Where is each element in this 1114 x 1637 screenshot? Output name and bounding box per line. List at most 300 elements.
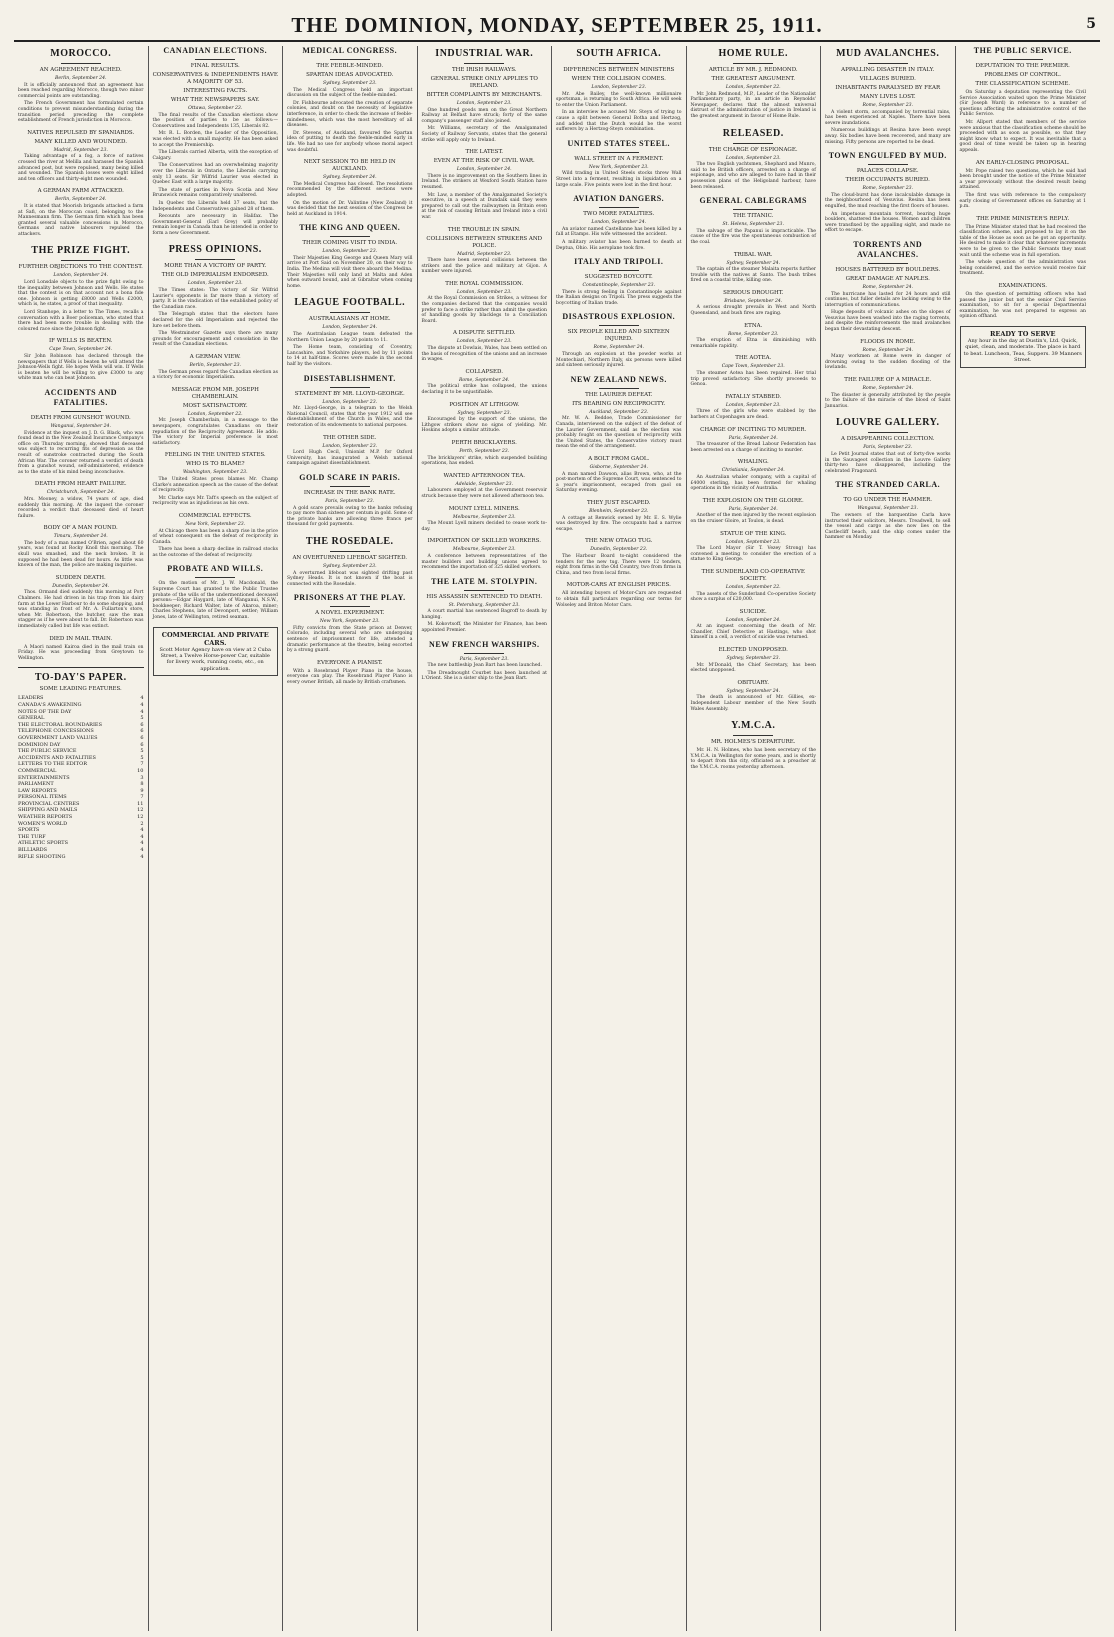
article-paragraph: Mr. Lloyd-George, in a telegram to the Welsh National Council, states that the year 1912 will see disestablishment of the Church in Wales, and the restoration of its endowments to national purposes. — [287, 406, 413, 428]
article-paragraph: The Medical Congress has closed. The resolutions recommended by the different sections were adopted. — [287, 181, 413, 198]
article-subhead: APPALLING DISASTER IN ITALY. — [841, 67, 935, 73]
article-body — [18, 354, 144, 382]
article-paragraph: On Saturday a deputation representing the Civil Service Association waited upon the Prime Minister (Sir Joseph Ward) in reference to a number of questions affecting the administrative control of the Public Service. — [959, 90, 1086, 118]
article-subhead: STATUE OF THE KING. — [720, 530, 787, 537]
article-dateline: Sydney, September 23. — [322, 81, 377, 86]
article-dateline: London, September 23. — [456, 289, 512, 295]
listing-label: DOMINION DAY — [18, 741, 61, 748]
article — [422, 538, 548, 570]
listing-label: GOVERNMENT LAND VALUES — [18, 734, 98, 741]
listing-label: ENTERTAINMENTS — [18, 774, 70, 781]
article-subhead: WHEN THE COLLISION COMES. — [571, 76, 666, 82]
article-body — [153, 529, 279, 559]
headline-rule — [733, 143, 773, 144]
article-body — [556, 227, 682, 251]
listing-page: 11 — [137, 800, 144, 807]
article-subhead: WHAT THE NEWSPAPERS SAY. — [170, 97, 260, 103]
article-subhead: COLLISIONS BETWEEN STRIKERS AND POLICE. — [426, 235, 543, 249]
article-body — [153, 581, 279, 620]
article — [422, 46, 548, 143]
article — [691, 531, 817, 563]
headline-rule — [330, 387, 370, 388]
headline-rule — [330, 59, 370, 60]
article-dateline: Sydney, September 24. — [322, 175, 377, 181]
article-dateline: Berlin, September 24. — [55, 197, 107, 203]
article-body — [556, 554, 682, 576]
article-dateline: London, September 23. — [322, 249, 378, 255]
article-paragraph: It is officially announced that an agreement has been reached regarding Morocco, though two minor commercial points are outstanding. — [18, 82, 144, 99]
article-dateline: London, September 24. — [322, 325, 378, 331]
article-body — [18, 280, 144, 332]
listing-label: ATHLETIC SPORTS — [18, 840, 69, 847]
article-dateline: Christiania, September 24. — [721, 468, 785, 474]
article-subhead: DEPUTATION TO THE PREMIER. — [975, 63, 1070, 69]
listing-page: 9 — [140, 787, 144, 794]
article-subhead: TRIBAL WAR. — [733, 251, 773, 258]
article-dateline: London, September 23. — [456, 101, 512, 106]
article — [825, 151, 951, 234]
article-headline: TORRENTS AND AVALANCHES. — [853, 239, 923, 259]
article-paragraph: The steamer Aotea has been repaired. Her trial trip proved satisfactory. She shortly proceeds to Genoa. — [690, 371, 816, 388]
article-body — [691, 624, 817, 641]
article-subhead: DEATH FROM GUNSHOT WOUND. — [30, 414, 131, 421]
article-subhead: THEIR OCCUPANTS BURIED. — [845, 177, 930, 184]
article — [422, 330, 548, 362]
listing-row — [18, 735, 144, 742]
headline-rule — [868, 432, 908, 433]
article-body — [691, 267, 817, 284]
listing-page: 10 — [137, 767, 144, 774]
article-headline: INDUSTRIAL WAR. — [435, 48, 534, 59]
article — [556, 582, 682, 608]
article-headline: TOWN ENGULFED BY MUD. — [828, 151, 947, 161]
article-subhead: STATEMENT BY MR. LLOYD-GEORGE. — [294, 390, 405, 397]
article-headline: LOUVRE GALLERY. — [836, 417, 940, 429]
headline-rule — [599, 152, 639, 153]
article-body — [287, 669, 413, 686]
article — [960, 46, 1087, 154]
article-body — [556, 472, 682, 494]
article-paragraph: A conference between representatives of the master builders and building unions agreed to recommend the importation of 325 skilled workers. — [421, 553, 547, 571]
article-headline: HOME RULE. — [718, 48, 788, 59]
article-headline: AVIATION DANGERS. — [573, 194, 665, 204]
article-body — [825, 393, 951, 410]
listing-page: 12 — [137, 807, 144, 814]
article — [825, 480, 951, 541]
listing-row — [18, 728, 144, 735]
article-subhead: COMMERCIAL EFFECTS. — [178, 512, 252, 519]
article-dateline: Adelaide, September 23. — [455, 481, 514, 487]
listing-page: 4 — [140, 827, 144, 834]
listing-page: 4 — [140, 708, 144, 715]
article-subhead: MESSAGE FROM MR. JOSEPH CHAMBERLAIN. — [171, 386, 259, 400]
article-headline: UNITED STATES STEEL. — [567, 138, 670, 148]
article-subhead: THE LAURIER DEFEAT. — [585, 391, 653, 398]
article-dateline: Perth, September 23. — [459, 448, 510, 454]
article-paragraph: Mr. M'Donald, the Chief Secretary, has been elected unopposed. — [690, 662, 816, 674]
article-body — [691, 162, 817, 190]
article — [422, 281, 548, 325]
article-subhead: FLOODS IN ROME. — [860, 338, 916, 345]
article-paragraph: Mr. Allport stated that members of the service were anxious that the classification scheme should be proceeded with as soon as possible, so that they might know what to expect. It was inevitable that a good deal of time would be taken up in hearing appeals. — [959, 119, 1086, 153]
article — [556, 456, 682, 494]
listing-row — [18, 768, 144, 775]
listing-subtitle: SOME LEADING FEATURES. — [39, 686, 122, 693]
article-paragraph: A man named Dawson, alias Brown, who, at the post-mortem of the Supreme Court, was sentenced to a year's imprisonment, escaped from gaol on Saturday evening. — [556, 471, 682, 494]
masthead — [14, 10, 1100, 42]
article-body — [825, 110, 951, 146]
article-dateline: London, September 24. — [591, 220, 647, 226]
article-subhead: OBITUARY. — [737, 679, 769, 686]
article — [691, 290, 817, 317]
article-paragraph: The first was with reference to the compulsory early closing of Government offices on Saturday at 1 p.m. — [959, 192, 1086, 210]
article — [691, 252, 817, 284]
headline-rule — [599, 207, 639, 208]
article-body — [691, 409, 817, 420]
article — [691, 569, 817, 603]
article-subhead: AUSTRALASIANS AT HOME. — [308, 316, 391, 323]
article-paragraph: The Medical Congress held an important discussion on the subject of the feeble-minded. — [287, 87, 413, 99]
article-paragraph: Lord Lonsdale objects to the prize fight owing to the inequality between Johnson and Wells. He states that the contest is on that account not a bona fide one. Johnson is getting £8000 and Wells £2000, which is, he states, a proof of that inequality. — [18, 280, 144, 308]
article-dateline: Auckland, September 23. — [589, 409, 649, 415]
article-body — [691, 546, 817, 563]
article-subhead: A BOLT FROM GAOL. — [588, 456, 650, 462]
article-paragraph: Three of the girls who were stabbed by the barbers at Copenhagen are dead. — [690, 409, 816, 420]
column-3 — [283, 46, 418, 1631]
article-paragraph: An Australian whaler company, with a capital of £4000 sterling, has been formed for whaling operations in the vicinity of Australia. — [690, 474, 816, 492]
article — [18, 575, 144, 630]
article-dateline: Cape Town, September 24. — [49, 347, 113, 353]
article-body — [422, 258, 548, 275]
article-subhead: FEELING IN THE UNITED STATES. — [164, 452, 266, 459]
article-body — [825, 452, 951, 474]
article-subhead: MANY LIVES LOST. — [859, 94, 916, 100]
article-dateline: New York, September 23. — [588, 164, 649, 170]
listing-row — [18, 709, 144, 716]
article — [825, 415, 951, 474]
listing-label: SPORTS — [18, 827, 40, 834]
article-paragraph: With a Rosebrand Player Piano in the house, everyone can play. The Rosebrand Player Piano is every owner British, all made by British craftsmen. — [287, 668, 413, 686]
article-headline: SOUTH AFRICA. — [576, 48, 662, 59]
ad-title: COMMERCIAL AND PRIVATE CARS. — [161, 630, 269, 647]
article-paragraph: At an inquest concerning the death of Mr. Chandler, Chief Detective at Hastings, who shot himself in a cell, a verdict of suicide was returned. — [690, 624, 816, 641]
article — [287, 593, 413, 654]
article — [153, 242, 279, 348]
article-paragraph: Their Majesties King George and Queen Mary will arrive at Port Said on November 20, on their way to India. The Medina will visit there aboard the Medina. Their Majesties will only land at Malta and Aden when outward bound, and at Gibraltar when coming home. — [287, 255, 413, 289]
listing-page: 7 — [140, 794, 144, 801]
article-subhead: PROBLEMS OF CONTROL. — [984, 72, 1062, 78]
listing-page: 4 — [140, 840, 144, 847]
headline-rule — [599, 270, 639, 271]
article-subhead: THE PRIME MINISTER'S REPLY. — [976, 215, 1070, 222]
article-headline: MUD AVALANCHES. — [836, 48, 940, 59]
headline-rule — [868, 164, 908, 165]
article-paragraph: Through an explosion at the powder works at Montechiari, Northern Italy, six persons were killed and sixteen seriously injured. — [556, 352, 682, 369]
article — [960, 283, 1087, 320]
article-paragraph: A Maori named Kairoa died in the mail train on Friday. He was proceeding from Greytown to Wellington. — [18, 644, 144, 661]
article-dateline: Washington, September 23. — [182, 470, 248, 476]
article-paragraph: The Home team, consisting of Coventry, Lancashire, and Yorkshire players, led by 11 points to 14 at half-time. Scores were made in the second half by the visitors. — [287, 345, 413, 367]
article-paragraph: The two English yachtsmen, Shephard and Munro, said to be British officers, arrested on a charge of espionage, and who are alleged to have had in their possession plans of the Heligoland harbour, have been released. — [690, 162, 816, 190]
article — [153, 452, 279, 507]
article-paragraph: The assets of the Sunderland Co-operative Society show a surplus of £20,000. — [690, 591, 816, 603]
article-body — [18, 83, 144, 124]
article-dateline: Blenheim, September 23. — [589, 508, 649, 514]
article-body — [422, 521, 548, 532]
article-dateline: New York, September 23. — [319, 619, 380, 625]
headline-rule — [868, 263, 908, 264]
listing-row — [18, 827, 144, 834]
headline-rule — [61, 63, 101, 64]
article — [556, 46, 682, 133]
article-paragraph: Dr. Fishbourne advocated the creation of separate colonies, and doubt on the necessity of legislative interference, in order to check the increase of feeble-mindedness, which was the most hereditary of all diseases. — [287, 100, 413, 129]
article-body — [18, 645, 144, 662]
article-paragraph: The Liberals carried Alberta, with the exception of Calgary. — [152, 150, 278, 161]
article-dateline: Melbourne, September 23. — [452, 514, 516, 520]
article-subhead: NEXT SESSION TO BE HELD IN AUCKLAND. — [303, 159, 396, 173]
article-body — [556, 416, 682, 450]
article-subhead: THE IRISH RAILWAYS. — [451, 67, 517, 73]
article — [691, 680, 817, 712]
article-paragraph: Mr. Joseph Chamberlain, in a message to the newspapers, congratulates Canadians on their repudiation of the Reciprocity Agreement. He adds: The victory for Imperial preference is most satisfactory. — [152, 418, 278, 446]
headline-rule — [868, 493, 908, 494]
article-body — [691, 442, 817, 453]
article — [691, 323, 817, 350]
article — [825, 377, 951, 409]
article — [18, 636, 144, 662]
listing-row — [18, 821, 144, 828]
column-1 — [14, 46, 149, 1631]
article — [691, 394, 817, 421]
listing-label: BILLIARDS — [18, 847, 48, 854]
article-subhead: HIS ASSASSIN SENTENCED TO DEATH. — [426, 593, 543, 600]
article-paragraph: Evidence at the inquest on J. D. G. Black, who was found dead in the New Zealand Insurance Company's office on Thursday morning, showed that deceased was subject to recurring fits of depression as the result of sunstroke contracted during the South African War. The coroner returned a verdict of death from a gunshot wound, self-administered, evidence as to the state of his mind being inconclusive. — [18, 430, 144, 475]
article-subhead: TWO MORE FATALITIES. — [583, 211, 655, 218]
article-subhead: SUDDEN DEATH. — [55, 574, 106, 581]
article — [18, 525, 144, 569]
article — [18, 188, 144, 237]
article-paragraph: A overturned lifeboat was sighted drifting past Sydney Heads. It is not known if the boat is connected with the Rosedale. — [287, 570, 413, 587]
article-subhead: WANTED AFTERNOON TEA. — [443, 472, 525, 479]
listing-label: GENERAL — [18, 715, 45, 722]
article-body — [287, 626, 413, 654]
article-body — [691, 92, 817, 120]
article-paragraph: Mr. Law, a member of the Amalgamated Society's executive, in a speech at Dundalk said they were prepared to call out the railwaymen in Britain even at the risk of causing Britain and Ireland into a civil war. — [421, 192, 547, 220]
headline-rule — [464, 63, 504, 64]
listing-row — [18, 695, 144, 702]
page-number: 5 — [1086, 16, 1096, 32]
article-subhead: BODY OF A MAN FOUND. — [43, 525, 118, 532]
article-dateline: London, September 23. — [456, 339, 512, 345]
listing-row — [18, 834, 144, 841]
article — [556, 194, 682, 251]
listing-label: LETTERS TO THE EDITOR — [18, 761, 87, 768]
column-6 — [687, 46, 822, 1631]
article-paragraph: Dr. Stevens, of Auckland, favoured the Spartan idea of putting to death the feeble-minded early in life. We had no use for anybody whose moral aspect was doubtful. — [287, 130, 413, 153]
article-subhead: DIED IN MAIL TRAIN. — [49, 635, 113, 642]
article-dateline: Rome, September 23. — [727, 331, 779, 337]
article — [18, 338, 144, 382]
listing-row — [18, 702, 144, 709]
article-body — [422, 174, 548, 221]
article-paragraph: Mr. Williams, secretary of the Amalgamated Society of Railway Servants, states that the general strike will apply only to Ireland. — [421, 126, 547, 143]
article-subhead: DEATH FROM HEART FAILURE. — [34, 481, 127, 488]
article-paragraph: Numerous buildings at Resina have been swept away. Six bodies have been recovered, and many are missing. Fifty persons are reported to be dead. — [825, 128, 951, 145]
listing-page: 6 — [140, 721, 144, 728]
article-body — [825, 292, 951, 333]
article-body — [18, 497, 144, 519]
article-paragraph: It is stated that Moorish brigands attacked a farm at Safi, on the Moroccan coast, belonging to the Mannesmann firm. The German firm which has been granted several valuable concessions in Morocco, Germans and native labourers repulsed the attackers. — [18, 203, 144, 237]
listing-row — [18, 715, 144, 722]
article-paragraph: There has been a sharp decline in railroad stocks as the outcome of the defeat of reciprocity. — [152, 547, 278, 558]
article-paragraph: The bricklayers' strike, which suspended building operations, has ended. — [421, 455, 547, 467]
article-subhead: SERIOUS DROUGHT. — [723, 289, 784, 296]
headline-rule — [195, 577, 235, 578]
listing-row — [18, 775, 144, 782]
listing-row — [18, 814, 144, 821]
article-paragraph: Mrs. Mooney, a widow, 74 years of age, died suddenly this morning. At the inquest the coroner recorded a verdict that deceased died of heart failure. — [18, 496, 144, 519]
article — [556, 500, 682, 532]
listing-row — [18, 748, 144, 755]
listing-row — [18, 722, 144, 729]
article-paragraph: Wild trading in United Steels stocks threw Wall Street into a ferment, resulting in liquidation on a large scale. Five points were lost in the first hour. — [556, 171, 682, 188]
article-paragraph: Sir John Robinson has declared through the newspapers that if Wells is beaten he will attend the Johnson-Wells fight. He hopes Wells will win. If Wells is beaten he will be willing to give £3000 to any white man who can beat Johnson. — [18, 354, 144, 382]
article-dateline: St. Helens, September 23. — [722, 222, 784, 228]
listing-page: 3 — [140, 774, 144, 781]
article-paragraph: Mr. Abe Bailey, the well-known millionaire sportsman, is returning to South Africa. He will seek to enter the Union Parliament. — [556, 91, 682, 108]
article-paragraph: Thos. Ormand died suddenly this morning at Port Chalmers. He had driven in his trap from his dairy farm at the Lower Harbour to do some shopping, and was standing in front of Mr. A. Fullarton's store, when Mr. Robertson, the butcher, saw the man stagger as if he were about to fall. Dr. Robertson was immediately called but life was extinct. — [18, 590, 144, 629]
article-body — [556, 290, 682, 307]
article-paragraph: At Chicago there has been a sharp rise in the price of wheat consequent on the defeat of reciprocity in Canada. — [152, 528, 278, 545]
article-dateline: Berlin, September 23. — [189, 363, 241, 368]
article-subhead: THE TROUBLE IN SPAIN. — [447, 226, 521, 233]
article-subhead: PERTH BRICKLAYERS. — [451, 439, 517, 446]
article-subhead: GREAT DAMAGE AT NAPLES. — [845, 275, 930, 282]
article — [691, 498, 817, 525]
article-subhead: FURTHER OBJECTIONS TO THE CONTEST. — [18, 264, 143, 271]
article-headline: RELEASED. — [722, 127, 784, 139]
article-body — [422, 296, 548, 324]
article — [287, 660, 413, 686]
article-dateline: Paris, September 23. — [863, 445, 913, 451]
article-subhead: DIFFERENCES BETWEEN MINISTERS — [563, 67, 675, 73]
article-dateline: London, September 22. — [725, 85, 781, 90]
article-dateline: Rome, September 24. — [862, 284, 914, 290]
listing-page: 5 — [140, 715, 144, 722]
article-body — [153, 418, 279, 446]
article-headline: NEW ZEALAND NEWS. — [570, 374, 667, 384]
listing-label: THE PUBLIC SERVICE — [18, 748, 77, 755]
headline-rule — [61, 260, 101, 261]
headline-rule — [733, 209, 773, 210]
article-paragraph: One hundred goods men on the Great Northern Railway at Belfast have struck; forty of the same company's passenger staff also joined. — [421, 107, 547, 124]
listing-page: 4 — [140, 701, 144, 708]
article — [18, 130, 144, 183]
article-subhead: A GERMAN FARM ATTACKED. — [37, 188, 124, 195]
advertisement — [960, 326, 1087, 368]
article — [691, 718, 817, 770]
article-body — [691, 513, 817, 524]
article — [18, 243, 144, 332]
listing-page: 8 — [140, 781, 144, 788]
article-body — [422, 663, 548, 682]
headline-rule — [868, 63, 908, 64]
article-paragraph: The Australasian League team defeated the Northern Union League by 20 points to 11. — [287, 332, 413, 343]
listing-label: TELEPHONE CONCESSIONS — [18, 728, 94, 735]
article — [18, 388, 144, 475]
article-body — [18, 204, 144, 238]
article-paragraph: The German press regard the Canadian election as a victory for economic Imperialism. — [152, 369, 278, 381]
article-body — [422, 417, 548, 434]
article-dateline: Paris, September 24. — [728, 506, 778, 512]
article-body — [153, 113, 279, 237]
article-paragraph: On the question of permitting officers who had passed the junior but not the senior Civil Service examination, to sit for a special Departmental examination, he was not prepared to express an opinion offhand. — [959, 292, 1086, 320]
listing-row — [18, 742, 144, 749]
article-body — [825, 354, 951, 371]
article-body — [287, 88, 413, 154]
article-subhead: AN AGREEMENT REACHED. — [39, 67, 122, 73]
article-subhead: THE LATEST. — [465, 149, 504, 156]
article-subhead: INCREASE IN THE BANK RATE. — [303, 489, 396, 496]
article-dateline: Dunedin, September 23. — [590, 547, 648, 553]
article-body — [960, 90, 1087, 154]
article-paragraph: On the motion of Mr. J. W. Macdonald, the Supreme Court has granted to the Public Trustee probate of the wills of the undermentioned deceased persons:—Edgar Haygard, late of Wanganui, N.S.W., bookkeeper; Richard Walter, late of Akaroa, miner; Charles Stephens, late of Devonport, settler; William Jones, late of Wellington, retired seaman. — [152, 581, 278, 621]
column-8 — [956, 46, 1091, 1631]
article-paragraph: At the Royal Commission on Strikes, a witness for the companies declared that the companies would prefer to face a strike rather than admit the question of handling goods by blacklegs to a Conciliation Board. — [421, 296, 547, 324]
article-paragraph: A court martial has sentenced Bagroff to death by hanging. — [421, 609, 547, 620]
article-body — [287, 332, 413, 368]
article-body — [691, 229, 817, 246]
article-subhead: WALL STREET IN A FERMENT. — [574, 155, 664, 162]
article-paragraph: The final results of the Canadian elections show the position of parties to be as follows:—Conservatives and Independents 135, Liberals 82. — [152, 112, 278, 129]
article-headline: PRESS OPINIONS. — [168, 244, 262, 256]
ad-text: Scott Motor Agency have on view at 2 Cuba Street, a Twelve Horse-power Car, suitable for livery work, running costs, etc., on application. — [159, 646, 271, 672]
listing-row — [18, 840, 144, 847]
column-4 — [418, 46, 553, 1631]
listing-label: PROVINCIAL CENTRES — [18, 800, 80, 807]
article-dateline: London, September 24. — [725, 617, 781, 623]
article-body — [153, 477, 279, 507]
article-paragraph: There have been several collisions between the strikers and the police and military at Gijon. A number were injured. — [421, 258, 547, 275]
article-subhead: A NOVEL EXPERIMENT. — [315, 610, 385, 617]
article — [422, 640, 548, 682]
article-paragraph: Huge deposits of volcanic ashes on the slopes of Vesuvius have been washed into the raging torrents, and despite the reinforcements the mud avalanches began their devastating descent. — [825, 310, 951, 333]
article — [691, 196, 817, 245]
article-body — [691, 748, 817, 770]
article-paragraph: Mr. John Redmond, M.P., Leader of the Nationalist Parliamentary party, in an article in Reynolds' Newspaper, declares that the almost universal distrust of the administration of justice in Ireland is the greatest argument in favour of Home Rule. — [690, 91, 816, 119]
article-body — [556, 352, 682, 369]
article — [153, 46, 279, 236]
article — [556, 257, 682, 306]
advertisement — [153, 627, 279, 677]
listing-row — [18, 854, 144, 861]
article-subhead: HOUSES BATTERED BY BOULDERS. — [835, 266, 941, 273]
article-subhead: SUICIDE. — [739, 608, 767, 615]
article-paragraph: The hurricane has lasted for 24 hours and still continues, but fuller details are lacking owing to the interruption of communications. — [825, 291, 951, 308]
article-subhead: FATALLY STABBED. — [725, 393, 782, 400]
article-paragraph: There is no improvement on the Southern lines in Ireland. The strikers at Wexford South Station have resumed. — [421, 173, 547, 190]
article — [691, 459, 817, 491]
article-dateline: Paris, September 23. — [459, 656, 509, 662]
article-body — [691, 475, 817, 492]
article-body — [825, 193, 951, 234]
article-dateline: Dunedin, September 24. — [52, 583, 110, 589]
article-paragraph: Encouraged by the support of the unions, the Lithgow strikers show no signs of yielding. Mr. Hoskins adopts a similar attitude. — [421, 417, 547, 434]
article-paragraph: An aviator named Castellanne has been killed by a fall at Etamps. His wife witnessed the accident. — [556, 226, 682, 238]
article — [556, 538, 682, 576]
article-subhead: THE ROYAL COMMISSION. — [445, 280, 524, 287]
article-paragraph: The treasurer of the Bread Labour Federation has been arrested on a charge of inciting to murder. — [690, 442, 816, 453]
